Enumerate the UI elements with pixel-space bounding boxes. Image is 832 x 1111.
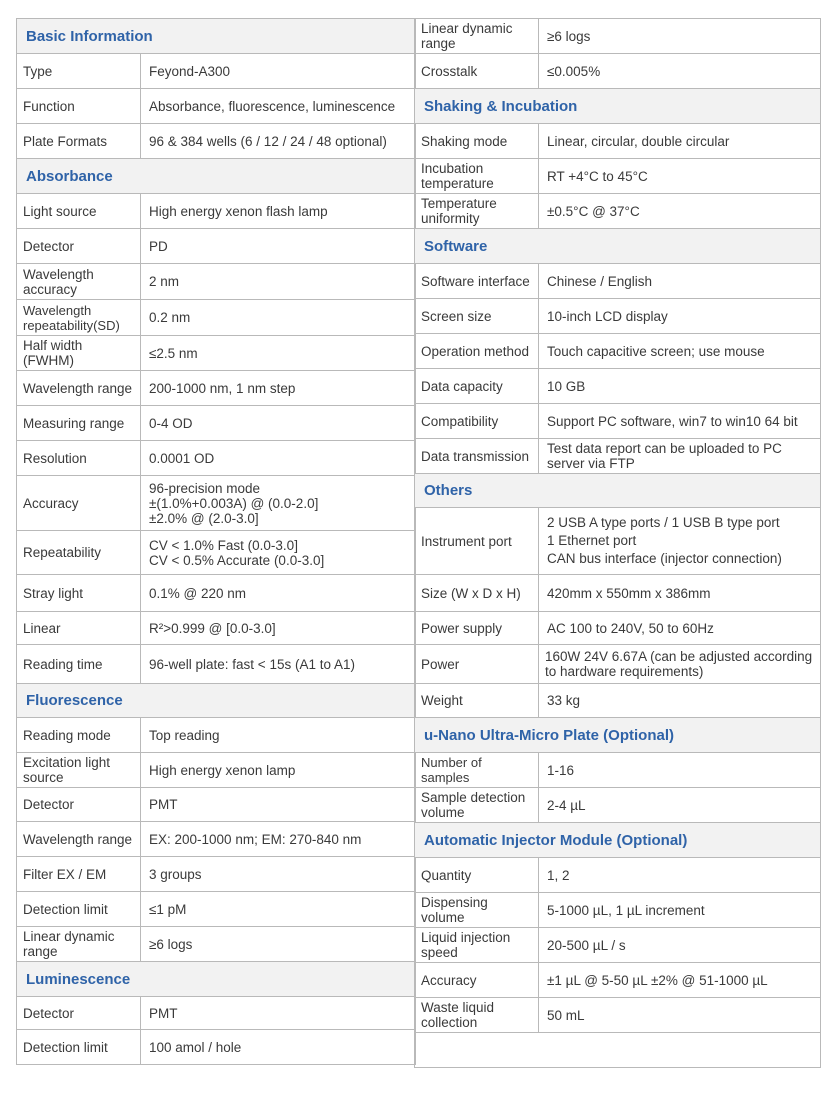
spec-value: 100 amol / hole (149, 1039, 242, 1055)
spec-label: Accuracy (415, 963, 539, 997)
spec-label: Measuring range (17, 406, 141, 440)
spec-label: Detector (17, 229, 141, 263)
spec-value-line: 1 Ethernet port (547, 533, 637, 548)
spec-value: High energy xenon lamp (149, 762, 296, 778)
section-header-shaking-incubation: Shaking & Incubation (414, 88, 821, 124)
spec-row (16, 856, 416, 892)
spec-label: Wavelength range (17, 371, 141, 405)
section-header-luminescence: Luminescence (16, 961, 416, 997)
spec-row (16, 787, 416, 822)
spec-row (414, 333, 821, 369)
spec-value: ≥6 logs (547, 28, 591, 44)
spec-row (16, 263, 416, 300)
section-header-fluorescence: Fluorescence (16, 683, 416, 718)
spec-value-line: 96-precision mode (149, 480, 261, 496)
section-header-software: Software (414, 228, 821, 264)
spec-row (414, 752, 821, 788)
spec-value: Test data report can be uploaded to PC server via FTP (547, 441, 782, 471)
spec-row (16, 891, 416, 927)
spec-value: ≤1 pM (149, 901, 187, 917)
spec-row (414, 857, 821, 893)
spec-value-line: 2 USB A type ports / 1 USB B type port (547, 515, 780, 530)
spec-row (414, 368, 821, 404)
spec-label: Function (17, 89, 141, 123)
spec-row (414, 123, 821, 159)
spec-value: High energy xenon flash lamp (149, 203, 328, 219)
spec-value: ±1 µL @ 5-50 µL ±2% @ 51-1000 µL (547, 972, 768, 988)
spec-value (141, 476, 415, 530)
spec-label: Half width (FWHM) (17, 336, 141, 370)
spec-value: 10 GB (547, 378, 586, 394)
spec-row (414, 787, 821, 823)
spec-value: 200-1000 nm, 1 nm step (149, 380, 296, 396)
spec-row-type (16, 53, 416, 89)
spec-label: Incubation temperature (415, 159, 539, 193)
spec-row (414, 997, 821, 1033)
left-spec-column (16, 19, 416, 1065)
spec-label: Linear (17, 612, 141, 644)
spec-label: Stray light (17, 575, 141, 611)
spec-row (414, 298, 821, 334)
spec-value: 160W 24V 6.67A (can be adjusted according to hardware requirements) (545, 649, 813, 679)
spec-row (16, 644, 416, 684)
spec-value: ≤0.005% (547, 63, 601, 79)
spec-label: Detection limit (17, 1030, 141, 1064)
spec-row (414, 263, 821, 299)
spec-label: Detector (17, 997, 141, 1029)
spec-label: Compatibility (415, 404, 539, 438)
spec-row (414, 644, 821, 684)
spec-label: Light source (17, 194, 141, 228)
spec-label: Repeatability (17, 531, 141, 574)
spec-row (16, 752, 416, 788)
spec-label: Sample detection volume (415, 788, 539, 822)
spec-row (414, 403, 821, 439)
spec-value: R²>0.999 @ [0.0-3.0] (149, 620, 276, 636)
spec-value: 420mm x 550mm x 386mm (547, 585, 711, 601)
spec-value: EX: 200-1000 nm; EM: 270-840 nm (149, 831, 362, 847)
spec-label: Power (415, 645, 539, 683)
spec-row (414, 53, 821, 89)
spec-row (16, 717, 416, 753)
spec-label: Wavelength accuracy (17, 264, 141, 299)
spec-value: ±0.5°C @ 37°C (547, 203, 640, 219)
spec-row (414, 158, 821, 194)
spec-label: Wavelength range (17, 822, 141, 856)
spec-value: Chinese / English (547, 273, 653, 289)
spec-value: 50 mL (547, 1007, 585, 1023)
spec-row (414, 193, 821, 229)
spec-label: Accuracy (17, 476, 141, 530)
spec-value: 2-4 µL (547, 797, 586, 813)
spec-label: Plate Formats (17, 124, 141, 158)
spec-label: Number of samples (415, 753, 539, 787)
spec-value: Touch capacitive screen; use mouse (547, 343, 765, 359)
spec-label: Liquid injection speed (415, 928, 539, 962)
spec-row (16, 574, 416, 612)
spec-label: Instrument port (415, 508, 539, 574)
spec-value: ≤2.5 nm (149, 345, 198, 361)
spec-row (414, 18, 821, 54)
spec-value (141, 531, 415, 574)
spec-label: Data transmission (415, 439, 539, 473)
spec-row-function (16, 88, 416, 124)
spec-row (16, 926, 416, 962)
spec-value-line: CV < 0.5% Accurate (0.0-3.0] (149, 552, 325, 568)
spec-row (414, 962, 821, 998)
section-header-basic-information: Basic Information (16, 18, 416, 54)
spec-value: 96 & 384 wells (6 / 12 / 24 / 48 optional) (149, 133, 387, 149)
spec-value: PMT (149, 797, 178, 812)
spec-row (16, 611, 416, 645)
spec-value: 96-well plate: fast < 15s (A1 to A1) (149, 656, 355, 672)
spec-value: Absorbance, fluorescence, luminescence (149, 98, 396, 114)
spec-row (16, 193, 416, 229)
spec-row (16, 299, 416, 336)
spec-label: Detection limit (17, 892, 141, 926)
spec-value: Feyond-A300 (149, 63, 231, 79)
spec-label: Filter EX / EM (17, 857, 141, 891)
spec-label: Reading mode (17, 718, 141, 752)
spec-label: Screen size (415, 299, 539, 333)
spec-row-accuracy (16, 475, 416, 531)
spec-row (16, 1029, 416, 1065)
spec-row-plate-formats (16, 123, 416, 159)
empty-cell (414, 1032, 821, 1068)
spec-row (16, 370, 416, 406)
spec-label: Dispensing volume (415, 893, 539, 927)
spec-value: PMT (149, 1005, 178, 1021)
spec-value: Support PC software, win7 to win10 64 bit (547, 413, 798, 429)
spec-label: Linear dynamic range (17, 927, 141, 961)
spec-label: Reading time (17, 645, 141, 683)
spec-label: Data capacity (415, 369, 539, 403)
spec-value: PD (149, 238, 168, 254)
spec-label: Operation method (415, 334, 539, 368)
section-header-u-nano-plate: u-Nano Ultra-Micro Plate (Optional) (414, 717, 821, 753)
right-spec-column (414, 19, 821, 1068)
spec-label: Weight (415, 684, 539, 717)
spec-value: RT +4°C to 45°C (547, 168, 648, 184)
spec-label: Wavelength repeatability(SD) (17, 300, 141, 335)
spec-label: Shaking mode (415, 124, 539, 158)
spec-value: 1-16 (547, 762, 575, 778)
spec-label: Power supply (415, 612, 539, 644)
spec-row (16, 228, 416, 264)
spec-label: Waste liquid collection (415, 998, 539, 1032)
spec-row (414, 438, 821, 474)
spec-value (539, 508, 820, 574)
spec-value: ≥6 logs (149, 936, 193, 952)
spec-label: Temperature uniformity (415, 194, 539, 228)
spec-value: 5-1000 µL, 1 µL increment (547, 902, 705, 918)
spec-value-line: CAN bus interface (injector connection) (547, 551, 782, 566)
spec-row (16, 821, 416, 857)
spec-row (414, 574, 821, 612)
spec-value: AC 100 to 240V, 50 to 60Hz (547, 620, 714, 636)
spec-value: 0.0001 OD (149, 450, 215, 466)
spec-value-line: CV < 1.0% Fast (0.0-3.0] (149, 537, 298, 553)
spec-value: 20-500 µL / s (547, 937, 626, 953)
spec-label: Size (W x D x H) (415, 575, 539, 611)
spec-label: Crosstalk (415, 54, 539, 88)
spec-label: Excitation light source (17, 753, 141, 787)
spec-value: 2 nm (149, 274, 180, 289)
spec-value: Top reading (149, 727, 220, 743)
section-header-automatic-injector: Automatic Injector Module (Optional) (414, 822, 821, 858)
section-header-absorbance: Absorbance (16, 158, 416, 194)
spec-row (16, 440, 416, 476)
spec-row (16, 405, 416, 441)
spec-value-line: ±2.0% @ (2.0-3.0] (149, 510, 259, 526)
spec-value: 33 kg (547, 693, 581, 708)
spec-value: 10-inch LCD display (547, 308, 668, 324)
spec-row (414, 683, 821, 718)
section-header-others: Others (414, 473, 821, 508)
spec-row (414, 611, 821, 645)
spec-label: Software interface (415, 264, 539, 298)
spec-row-repeatability (16, 530, 416, 575)
spec-label: Linear dynamic range (415, 19, 539, 53)
spec-value: 1, 2 (547, 867, 570, 883)
spec-row (16, 996, 416, 1030)
spec-value: 0.2 nm (149, 310, 191, 325)
spec-label: Detector (17, 788, 141, 821)
spec-row (414, 927, 821, 963)
spec-row (414, 892, 821, 928)
spec-row-instrument-port (414, 507, 821, 575)
spec-label: Quantity (415, 858, 539, 892)
spec-value: 0-4 OD (149, 415, 193, 431)
spec-row (16, 335, 416, 371)
spec-value: 0.1% @ 220 nm (149, 585, 247, 601)
spec-label: Type (17, 54, 141, 88)
spec-value: 3 groups (149, 866, 202, 882)
spec-value: Linear, circular, double circular (547, 133, 730, 149)
spec-label: Resolution (17, 441, 141, 475)
spec-value-line: ±(1.0%+0.003A) @ (0.0-2.0] (149, 495, 319, 511)
